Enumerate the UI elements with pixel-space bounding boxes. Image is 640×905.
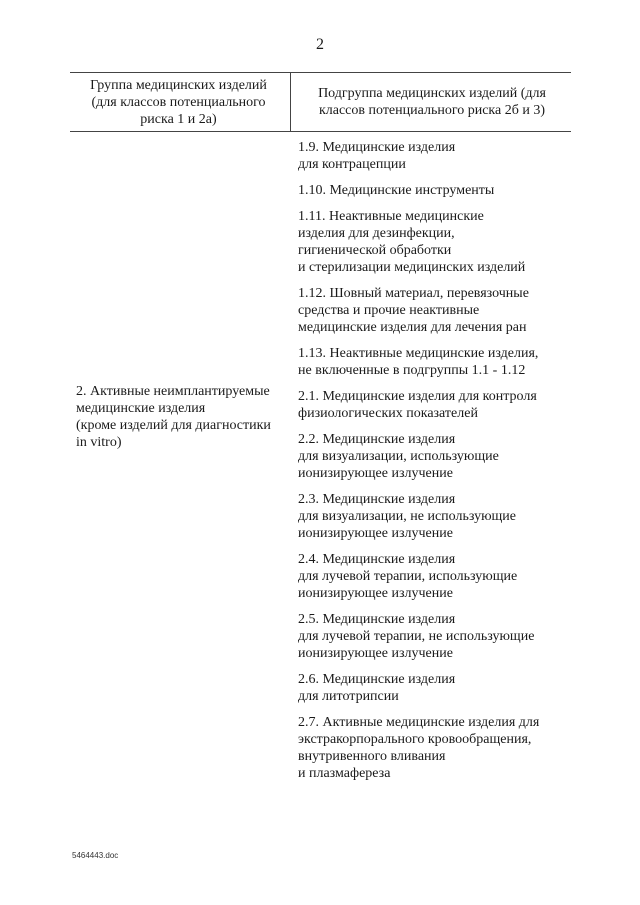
subgroup-2-1 <box>298 388 568 422</box>
subgroup-list <box>298 139 568 791</box>
subgroup-line: 2.2. Медицинские изделия <box>298 432 456 447</box>
group-2-line: медицинские изделия <box>76 401 206 416</box>
document-file-reference: 5464443.doc <box>72 851 119 860</box>
group-2-line: 2. Активные неимплантируемые <box>76 384 270 399</box>
subgroup-2-2 <box>298 431 568 482</box>
subgroup-line: 2.7. Активные медицинские изделия для <box>298 715 540 730</box>
group-2-line: (кроме изделий для диагностики <box>76 418 271 433</box>
subgroup-line: медицинские изделия для лечения ран <box>298 320 527 335</box>
subgroup-2-3 <box>298 491 568 542</box>
column-divider <box>290 73 291 131</box>
header-left-line: риска 1 и 2а) <box>140 112 217 127</box>
subgroup-1-9 <box>298 139 568 173</box>
group-2-cell <box>76 383 288 451</box>
header-left-line: Группа медицинских изделий <box>90 78 267 93</box>
subgroup-line: и плазмафереза <box>298 766 391 781</box>
subgroup-1-11 <box>298 208 568 276</box>
subgroup-line: для лучевой терапии, не использующие <box>298 629 535 644</box>
subgroup-line: ионизирующее излучение <box>298 526 453 541</box>
subgroup-line: ионизирующее излучение <box>298 466 453 481</box>
subgroup-line: 1.9. Медицинские изделия <box>298 140 456 155</box>
header-group-column <box>70 77 287 128</box>
subgroup-line: 1.10. Медицинские инструменты <box>298 183 495 198</box>
subgroup-line: ионизирующее излучение <box>298 646 453 661</box>
group-2-line: in vitro) <box>76 435 122 450</box>
table-header <box>70 72 571 132</box>
subgroup-line: для лучевой терапии, использующие <box>298 569 518 584</box>
subgroup-line: для визуализации, не использующие <box>298 509 517 524</box>
subgroup-line: физиологических показателей <box>298 406 478 421</box>
subgroup-2-7 <box>298 714 568 782</box>
subgroup-2-6 <box>298 671 568 705</box>
subgroup-line: гигиенической обработки <box>298 243 452 258</box>
header-left-line: (для классов потенциального <box>91 95 266 110</box>
subgroup-line: 2.6. Медицинские изделия <box>298 672 456 687</box>
subgroup-1-12 <box>298 285 568 336</box>
subgroup-line: 1.11. Неактивные медицинские <box>298 209 484 224</box>
subgroup-line: ионизирующее излучение <box>298 586 453 601</box>
subgroup-line: 2.3. Медицинские изделия <box>298 492 456 507</box>
subgroup-line: и стерилизации медицинских изделий <box>298 260 526 275</box>
header-right-line: классов потенциального риска 2б и 3) <box>318 103 546 118</box>
subgroup-line: средства и прочие неактивные <box>298 303 480 318</box>
subgroup-line: 1.12. Шовный материал, перевязочные <box>298 286 529 301</box>
subgroup-line: для литотрипсии <box>298 689 399 704</box>
subgroup-1-10 <box>298 182 568 199</box>
subgroup-line: 2.5. Медицинские изделия <box>298 612 456 627</box>
subgroup-line: экстракорпорального кровообращения, <box>298 732 532 747</box>
subgroup-line: изделия для дезинфекции, <box>298 226 455 241</box>
subgroup-2-4 <box>298 551 568 602</box>
subgroup-line: 1.13. Неактивные медицинские изделия, <box>298 346 539 361</box>
subgroup-line: не включенные в подгруппы 1.1 - 1.12 <box>298 363 526 378</box>
header-subgroup-column <box>296 85 568 119</box>
subgroup-line: для визуализации, использующие <box>298 449 499 464</box>
subgroup-2-5 <box>298 611 568 662</box>
subgroup-line: внутривенного вливания <box>298 749 446 764</box>
subgroup-line: 2.4. Медицинские изделия <box>298 552 456 567</box>
subgroup-line: 2.1. Медицинские изделия для контроля <box>298 389 537 404</box>
subgroup-line: для контрацепции <box>298 157 406 172</box>
header-right-line: Подгруппа медицинских изделий (для <box>318 86 546 101</box>
subgroup-1-13 <box>298 345 568 379</box>
page-number: 2 <box>316 36 324 53</box>
